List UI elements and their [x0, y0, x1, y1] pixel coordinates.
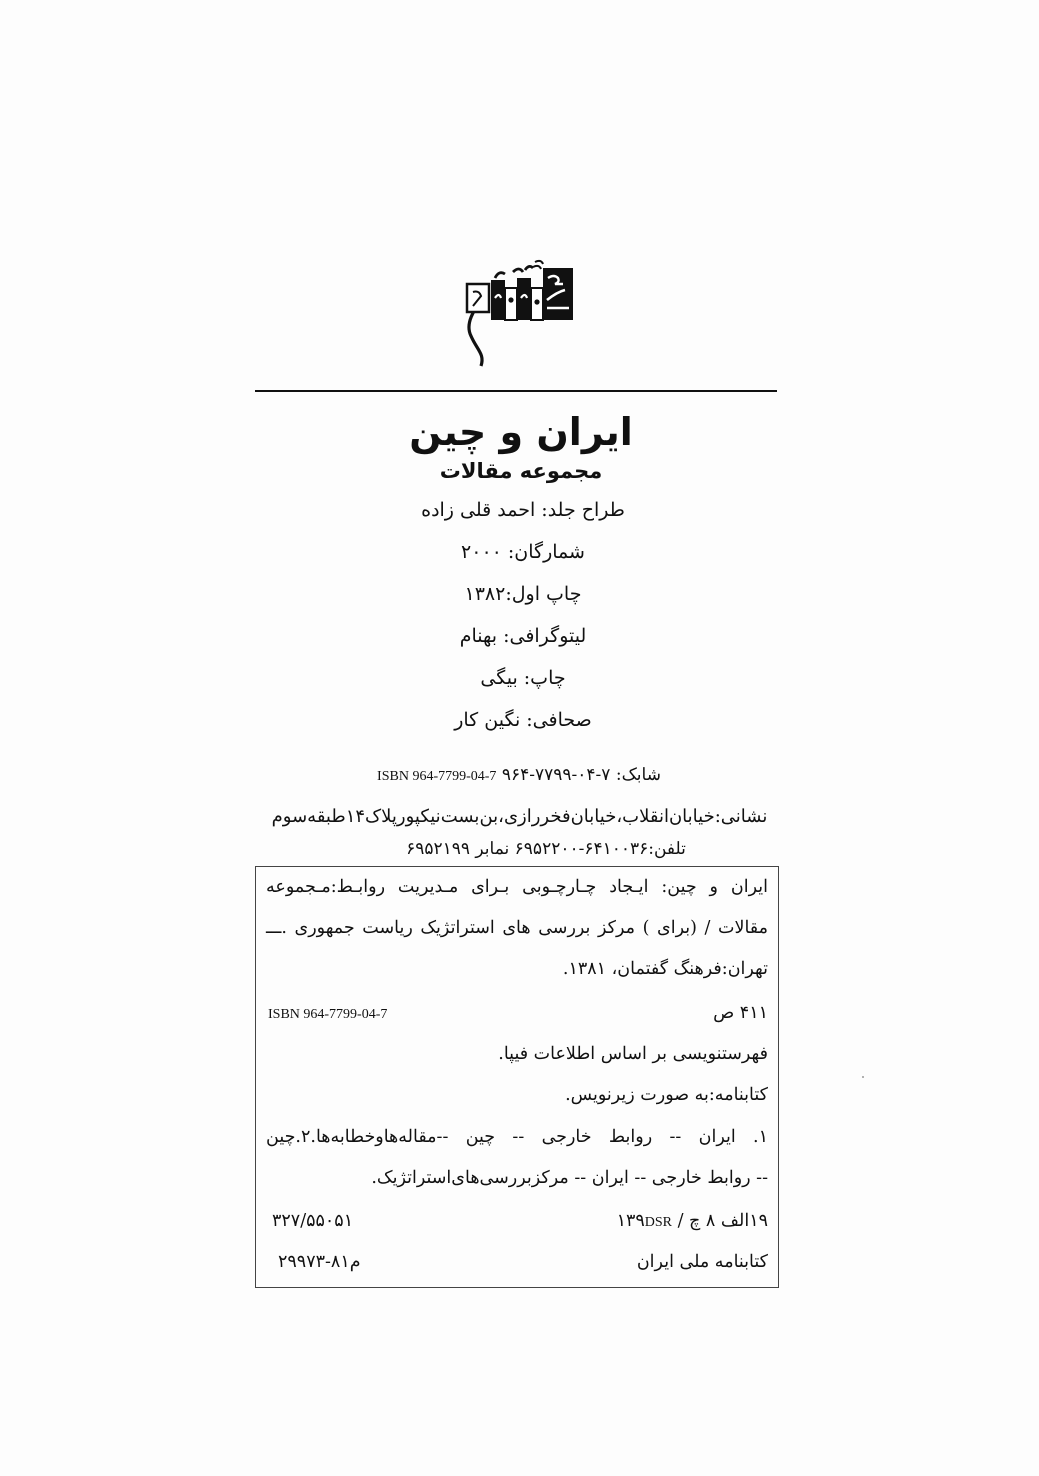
- book-title: ایران و چین: [409, 410, 633, 454]
- catalog-description-line-2: مقالات / (برای ) مرکز بررسی های استراتژیک ریاست جمهوری .ـــ: [266, 918, 769, 938]
- publisher-logo: [455, 258, 580, 368]
- catalog-isbn: ISBN 964-7799-04-7: [268, 1007, 388, 1022]
- lc-class-prefix: ۱۹الف ۸ چ /: [677, 1211, 768, 1231]
- catalog-lc-classification: [617, 1209, 768, 1235]
- scan-speck: [862, 1076, 864, 1078]
- catalog-description-line-3: تهران:فرهنگ گفتمان، ۱۳۸۱.: [562, 959, 768, 979]
- title-divider: [255, 390, 777, 392]
- catalog-description-line-1: ایران و چین: ایـجاد چـارچـوبی بـرای مـدیریت روابـط:مـجموعه: [266, 877, 768, 897]
- catalog-subjects-line-2: -- روابط خارجی -- ایران -- مرکزبررسی‌های‌استراتژیک.: [371, 1168, 768, 1188]
- publisher-address: نشانی:خیابان‌انقلاب،خیابان‌فخررازی،بن‌بست‌نیکپورپلاک۱۴طبقه‌سوم: [271, 806, 768, 827]
- catalog-note-fipa: فهرستنویسی بر اساس اطلاعات فیپا.: [498, 1044, 768, 1064]
- catalog-dewey: ۳۲۷/۵۵۰۵۱: [272, 1211, 354, 1231]
- catalog-library-number: م۸۱-۲۹۹۷۳: [278, 1252, 361, 1272]
- publisher-phone: تلفن:۶۴۱۰۰۳۶-۶۹۵۲۲۰۰ نمابر ۶۹۵۲۱۹۹: [406, 839, 686, 859]
- printing: چاپ: بیگی: [480, 667, 566, 689]
- farhang-goftman-logo-icon: [455, 258, 580, 368]
- first-edition: چاپ اول:۱۳۸۲: [464, 583, 582, 605]
- book-subtitle: مجموعه مقالات: [439, 459, 603, 483]
- print-run: شمارگان: ۲۰۰۰: [461, 541, 585, 563]
- lc-class-latin: DSR: [644, 1215, 672, 1230]
- catalog-subjects-line-1: ۱. ایران -- روابط خارجی -- چین --مقاله‌هاوخطابه‌ها.۲.چین: [266, 1127, 768, 1147]
- cataloging-in-publication-box: [255, 866, 779, 1288]
- isbn-label: شابک:: [615, 765, 661, 785]
- catalog-note-bibliography: کتابنامه:به صورت زیرنویس.: [565, 1085, 768, 1105]
- isbn-latin: ISBN 964-7799-04-7: [377, 769, 497, 784]
- binding: صحافی: نگین کار: [454, 709, 592, 731]
- isbn-line: [258, 764, 780, 788]
- isbn-persian: ۷-۰۴-۷۷۹۹-۹۶۴: [501, 765, 611, 785]
- cover-designer: طراح جلد: احمد قلی زاده: [421, 499, 625, 521]
- catalog-library: کتابنامه ملی ایران: [636, 1252, 768, 1272]
- catalog-pages: ۴۱۱ ص: [713, 1003, 768, 1023]
- lc-class-number: ۱۳۹: [616, 1211, 645, 1231]
- lithography: لیتوگرافی: بهنام: [459, 625, 587, 647]
